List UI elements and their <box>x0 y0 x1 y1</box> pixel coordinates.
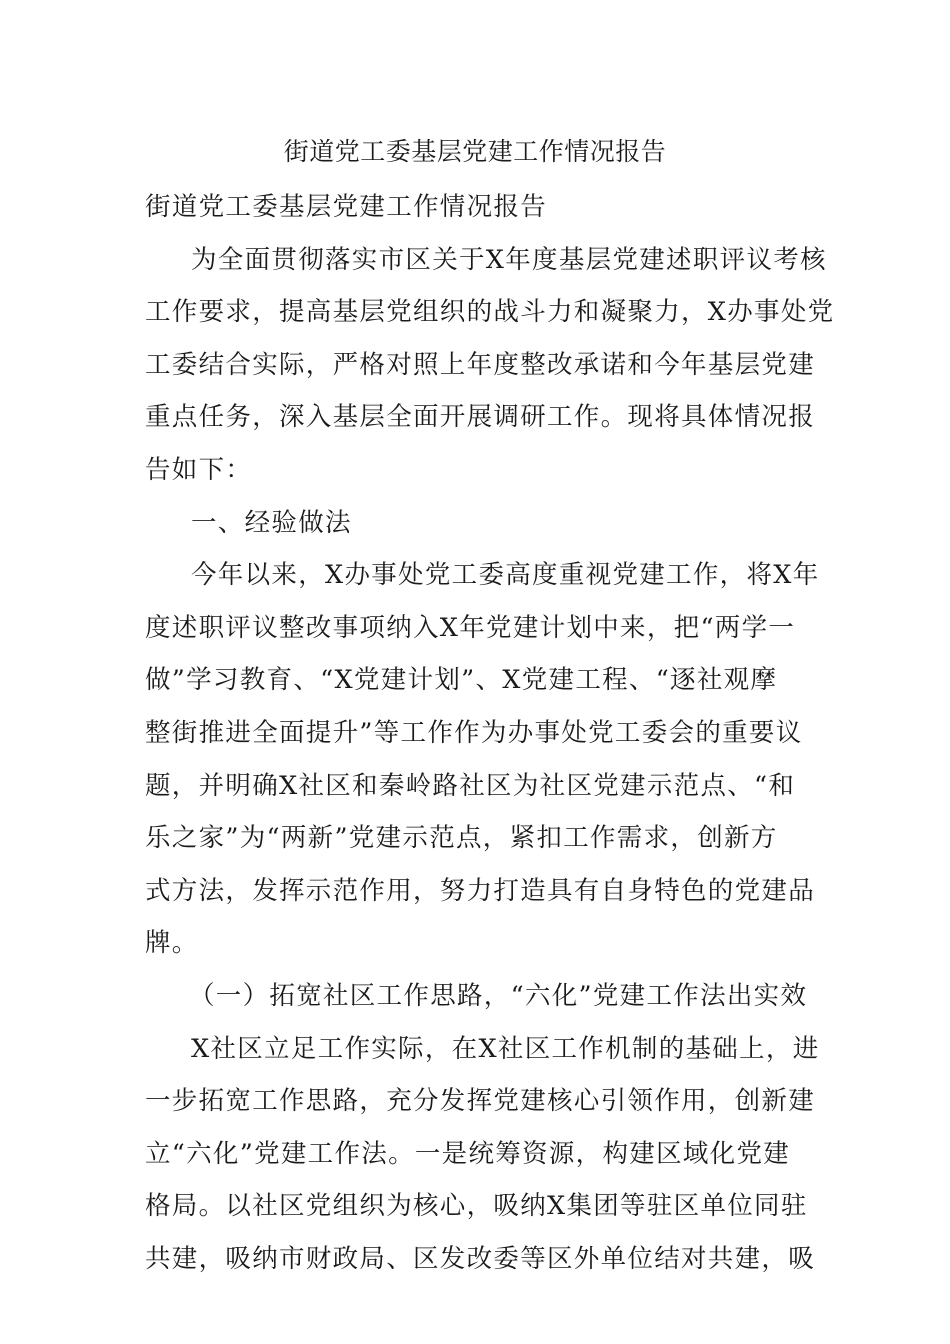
paragraph-line: 重点任务，深入基层全面开展调研工作。现将具体情况报 <box>145 402 816 433</box>
paragraph-line: 题，并明确X社区和秦岭路社区为社区党建示范点、“和 <box>145 770 796 801</box>
paragraph-line: 工作要求，提高基层党组织的战斗力和凝聚力，X办事处党 <box>145 297 835 328</box>
paragraph-line: 做”学习教育、“X党建计划”、X党建工程、“逐社观摩 <box>145 665 778 696</box>
paragraph-line: 立“六化”党建工作法。一是统筹资源，构建区域化党建 <box>145 1138 791 1169</box>
subtitle-line: 街道党工委基层党建工作情况报告 <box>145 192 548 222</box>
paragraph-line: 工委结合实际，严格对照上年度整改承诺和今年基层党建 <box>145 349 816 380</box>
subsection-heading: （一）拓宽社区工作思路，“六化”党建工作法出实效 <box>189 980 808 1011</box>
paragraph-line: 牌。 <box>145 928 199 959</box>
document-body <box>145 181 835 1285</box>
paragraph-line: X社区立足工作实际，在X社区工作机制的基础上，进 <box>191 1033 820 1064</box>
paragraph-line: 今年以来，X办事处党工委高度重视党建工作，将X年 <box>191 560 820 591</box>
paragraph-line: 为全面贯彻落实市区关于X年度基层党建述职评议考核 <box>191 244 827 275</box>
paragraph-line: 告如下： <box>145 454 253 485</box>
paragraph-line: 格局。以社区党组织为核心，吸纳X集团等驻区单位同驻 <box>145 1191 808 1222</box>
paragraph-line: 度述职评议整改事项纳入X年党建计划中来，把“两学一 <box>145 612 796 643</box>
section-heading: 一、经验做法 <box>191 507 352 538</box>
paragraph-line: 乐之家”为“两新”党建示范点，紧扣工作需求，创新方 <box>145 823 778 854</box>
paragraph-line: 一步拓宽工作思路，充分发挥党建核心引领作用，创新建 <box>145 1086 816 1117</box>
paragraph-line: 整街推进全面提升”等工作作为办事处党工委会的重要议 <box>145 717 803 748</box>
paragraph-line: 共建，吸纳市财政局、区发改委等区外单位结对共建，吸 <box>145 1243 816 1274</box>
document-title: 街道党工委基层党建工作情况报告 <box>283 137 667 166</box>
paragraph-line: 式方法，发挥示范作用，努力打造具有自身特色的党建品 <box>145 875 816 906</box>
